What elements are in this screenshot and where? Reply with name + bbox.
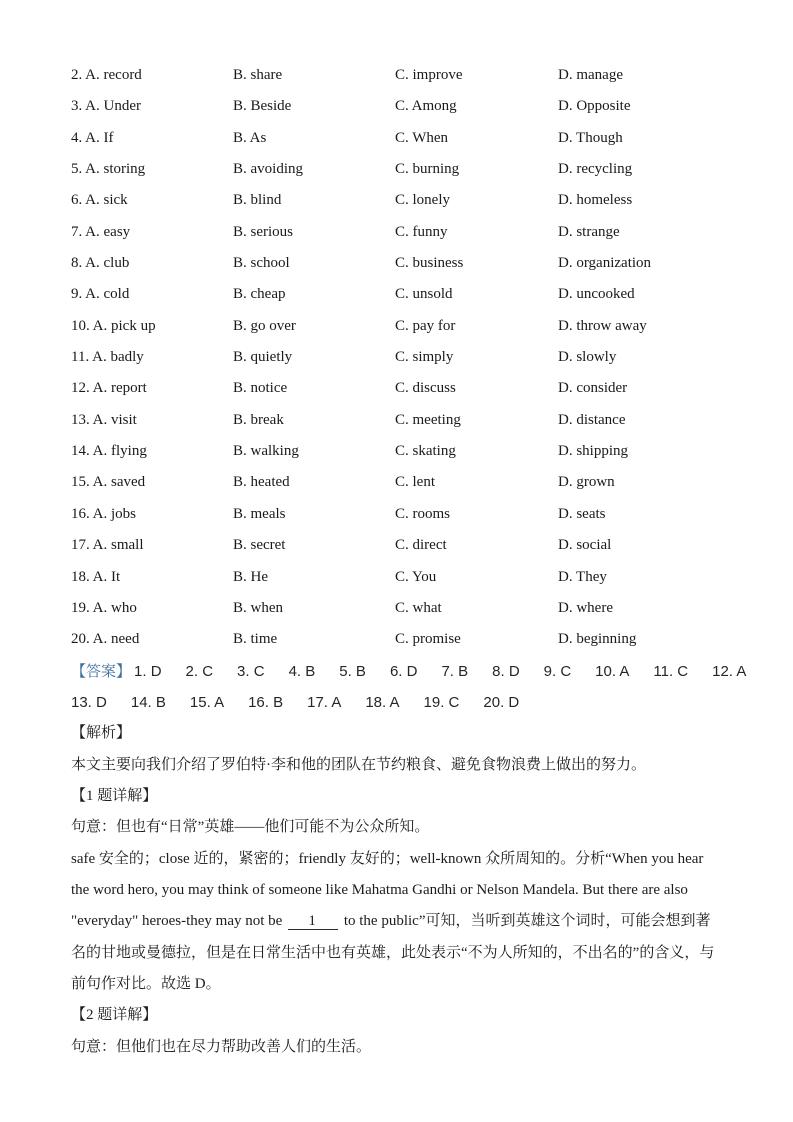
question-option: C. When [395, 129, 449, 146]
question-row [71, 279, 722, 310]
answer-item: 6. D [389, 662, 418, 680]
question-option: B. break [233, 411, 284, 428]
answer-item: 1. D [134, 662, 162, 680]
answer-item: 2. C [185, 662, 214, 680]
answers-line-1-items [134, 663, 770, 680]
question-option: C. Among [395, 98, 457, 115]
question-option: 17. A. small [71, 537, 144, 554]
question-row [71, 436, 722, 467]
question-option: B. heated [233, 474, 290, 491]
question-option: B. go over [233, 317, 296, 334]
answers-line-2 [71, 687, 722, 718]
question-option: D. manage [558, 67, 623, 83]
section1-paragraph [71, 844, 722, 1001]
question-option: D. grown [558, 474, 615, 491]
answer-item: 20. D [483, 693, 520, 711]
answers-label: 【答案】 [71, 663, 132, 680]
question-row [71, 624, 722, 655]
question-option: 4. A. If [71, 129, 114, 146]
answer-item: 17. A [307, 693, 342, 711]
question-option: 5. A. storing [71, 161, 146, 178]
question-option: D. seats [558, 505, 606, 522]
answer-item: 8. D [492, 662, 520, 680]
question-option: B. Beside [233, 98, 292, 115]
question-option: B. meals [233, 505, 286, 522]
question-option: 20. A. need [71, 631, 140, 648]
answer-item: 19. C [423, 693, 460, 711]
question-option: 10. A. pick up [71, 317, 156, 334]
answer-item: 5. B [339, 662, 366, 680]
question-option: B. secret [233, 537, 286, 554]
question-option: C. what [395, 599, 442, 616]
question-option: 13. A. visit [71, 411, 137, 428]
answers-block [71, 656, 747, 719]
answer-item: 7. B [441, 662, 469, 680]
answer-item: 15. A [189, 693, 225, 711]
question-option: B. serious [233, 223, 293, 240]
question-option: C. promise [395, 631, 461, 648]
question-option: B. notice [233, 380, 288, 397]
answer-item: 11. C [653, 662, 689, 680]
question-option: C. skating [395, 443, 456, 460]
question-option: 7. A. easy [71, 223, 131, 240]
questions-list [71, 60, 722, 656]
question-option: 3. A. Under [71, 98, 141, 115]
question-option: C. funny [395, 223, 448, 240]
section1-sentence: 句意：但也有“日常”英雄——他们可能不为公众所知。 [71, 819, 430, 836]
section1-paragraph-before-blank: safe 安全的；close 近的，紧密的；friendly 友好的；well-known 众所周知的。分析“When you hear the word hero, you may think of someone like Mahatma Gandhi or Nelson Mandela. But there are also "everyday" heroes-they may not be [71, 850, 704, 930]
question-option: 2. A. record [71, 67, 142, 83]
question-option: D. where [558, 599, 613, 616]
answer-item: 3. C [237, 662, 265, 680]
question-option: C. lent [395, 474, 435, 491]
analysis-block [71, 718, 722, 1063]
fill-in-blank-1: 1 [288, 913, 338, 930]
question-row [71, 499, 722, 530]
section1-heading: 【1 题详解】 [71, 787, 158, 804]
question-option: C. You [395, 568, 437, 585]
question-option: B. share [233, 67, 283, 83]
analysis-intro: 本文主要向我们介绍了罗伯特·李和他的团队在节约粮食、避免食物浪费上做出的努力。 [71, 756, 646, 773]
question-option: D. beginning [558, 631, 637, 648]
question-option: C. direct [395, 537, 447, 554]
question-row [71, 185, 722, 216]
question-option: D. social [558, 537, 612, 554]
question-option: D. Opposite [558, 98, 631, 115]
question-row [71, 123, 722, 154]
question-option: B. time [233, 631, 278, 648]
question-option: C. discuss [395, 380, 456, 397]
section2-heading: 【2 题详解】 [71, 1007, 158, 1024]
question-option: C. pay for [395, 317, 456, 334]
question-row [71, 91, 722, 122]
question-option: 19. A. who [71, 599, 137, 616]
answer-item: 18. A [365, 693, 400, 711]
question-option: C. unsold [395, 286, 453, 303]
question-option: D. homeless [558, 192, 633, 209]
answer-item: 13. D [71, 693, 107, 711]
question-option: B. He [233, 568, 268, 585]
question-row [71, 405, 722, 436]
question-option: 14. A. flying [71, 443, 147, 460]
question-row [71, 311, 722, 342]
question-option: C. meeting [395, 411, 461, 428]
question-option: 9. A. cold [71, 286, 130, 303]
question-option: 18. A. It [71, 568, 121, 585]
question-option: D. They [558, 568, 607, 585]
question-option: 15. A. saved [71, 474, 146, 491]
answer-item: 9. C [543, 662, 572, 680]
question-option: C. simply [395, 349, 454, 366]
section1-paragraph-after-blank: to the public”可知，当听到英雄这个词时，可能会想到著名的甘地或曼德拉，但是在日常生活中也有英雄，此处表示“不为人所知的，不出名的”的含义，与前句作对比。故选 D。 [71, 913, 715, 992]
question-option: D. consider [558, 380, 628, 397]
answer-item: 10. A [595, 662, 630, 680]
question-option: 8. A. club [71, 255, 130, 272]
question-option: C. burning [395, 161, 460, 178]
question-option: B. blind [233, 192, 282, 209]
question-option: B. avoiding [233, 161, 303, 178]
question-option: D. strange [558, 223, 620, 240]
question-row [71, 217, 722, 248]
question-row [71, 373, 722, 404]
question-row [71, 593, 722, 624]
question-option: C. business [395, 255, 464, 272]
answer-item: 12. A [712, 662, 747, 680]
question-row [71, 562, 722, 593]
question-option: C. improve [395, 67, 463, 83]
question-row [71, 530, 722, 561]
question-row [71, 60, 722, 91]
answers-line-1 [71, 656, 747, 687]
question-option: D. throw away [558, 317, 647, 334]
question-option: B. walking [233, 443, 299, 460]
question-option: D. distance [558, 411, 626, 428]
question-option: C. rooms [395, 505, 451, 522]
section2-sentence: 句意：但他们也在尽力帮助改善人们的生活。 [71, 1038, 372, 1055]
question-option: D. Though [558, 129, 623, 146]
question-option: 11. A. badly [71, 349, 144, 366]
question-option: B. school [233, 255, 290, 272]
question-option: B. when [233, 599, 283, 616]
question-option: D. recycling [558, 161, 633, 178]
question-option: D. slowly [558, 349, 617, 366]
question-option: B. cheap [233, 286, 286, 303]
question-option: D. organization [558, 255, 652, 272]
answer-item: 16. B [248, 693, 284, 711]
question-row [71, 342, 722, 373]
question-option: C. lonely [395, 192, 450, 209]
question-option: B. quietly [233, 349, 293, 366]
analysis-label: 【解析】 [71, 725, 132, 742]
answer-item: 4. B [288, 662, 316, 680]
question-row [71, 467, 722, 498]
question-option: D. shipping [558, 443, 629, 460]
question-row [71, 248, 722, 279]
question-option: 6. A. sick [71, 192, 128, 209]
answer-item: 14. B [130, 693, 166, 711]
question-option: D. uncooked [558, 286, 635, 303]
question-option: B. As [233, 129, 267, 146]
question-option: 12. A. report [71, 380, 147, 397]
question-option: 16. A. jobs [71, 505, 137, 522]
question-row [71, 154, 722, 185]
